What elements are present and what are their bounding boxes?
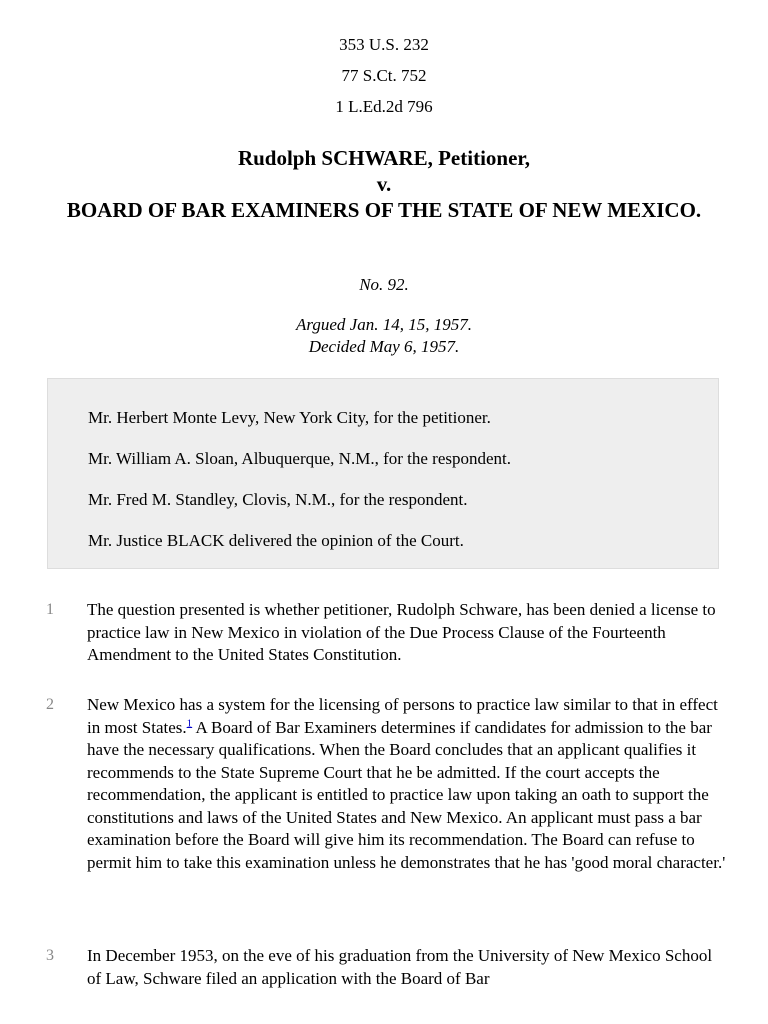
counsel-line: Mr. Fred M. Standley, Clovis, N.M., for the respondent. [88,490,468,509]
case-versus: v. [376,172,392,196]
opinion-author-line: Mr. Justice BLACK delivered the opinion of the Court. [88,531,464,550]
case-petitioner: Rudolph SCHWARE, Petitioner, [237,146,531,170]
paragraph-text: The question presented is whether petitioner, Rudolph Schware, has been denied a license to practice law in New Mexico in violation of the Due Process Clause of the Fourteenth Amendment to the United States Constitution. [87,600,716,664]
counsel-box [47,378,719,569]
counsel-line: Mr. Herbert Monte Levy, New York City, for the petitioner. [88,408,491,427]
case-respondent: BOARD OF BAR EXAMINERS OF THE STATE OF NEW MEXICO. [66,198,702,222]
footnote-link[interactable]: 1 [186,716,193,729]
paragraph-number: 2 [46,696,54,713]
citation-us: 353 U.S. 232 [339,35,429,54]
paragraph-text: In December 1953, on the eve of his graduation from the University of New Mexico School of Law, Schware filed an application with the Board of Bar [87,946,713,988]
paragraph-text-part: A Board of Bar Examiners determines if candidates for admission to the bar have the necessary qualifications. When the Board concludes that an applicant qualifies it recommends to the State Supreme Court that he be admitted. If the court accepts the recommendation, the applicant is entitled to practice law upon taking an oath to support the constitutions and laws of the United States and New Mexico. An applicant must pass a bar examination before the Board will give him its recommendation. The Board can refuse to permit him to take this examination unless he demonstrates that he has 'good moral character.' [87,717,726,872]
paragraph-number: 3 [46,947,54,964]
argued-date: Argued Jan. 14, 15, 1957. [296,315,472,334]
citation-led: 1 L.Ed.2d 796 [335,97,433,116]
case-dates [0,314,768,358]
paragraph-text-part: New Mexico has a system for the licensing of persons to practice law similar to that in effect in most States. [87,695,718,737]
paragraph-number: 1 [46,601,54,618]
counsel-line: Mr. William A. Sloan, Albuquerque, N.M., for the respondent. [88,449,512,468]
paragraph-text [87,694,727,874]
citations [0,34,768,127]
docket-number: No. 92. [359,275,409,294]
citation-sct: 77 S.Ct. 752 [341,66,427,85]
case-title [40,145,728,223]
decided-date: Decided May 6, 1957. [308,337,460,356]
